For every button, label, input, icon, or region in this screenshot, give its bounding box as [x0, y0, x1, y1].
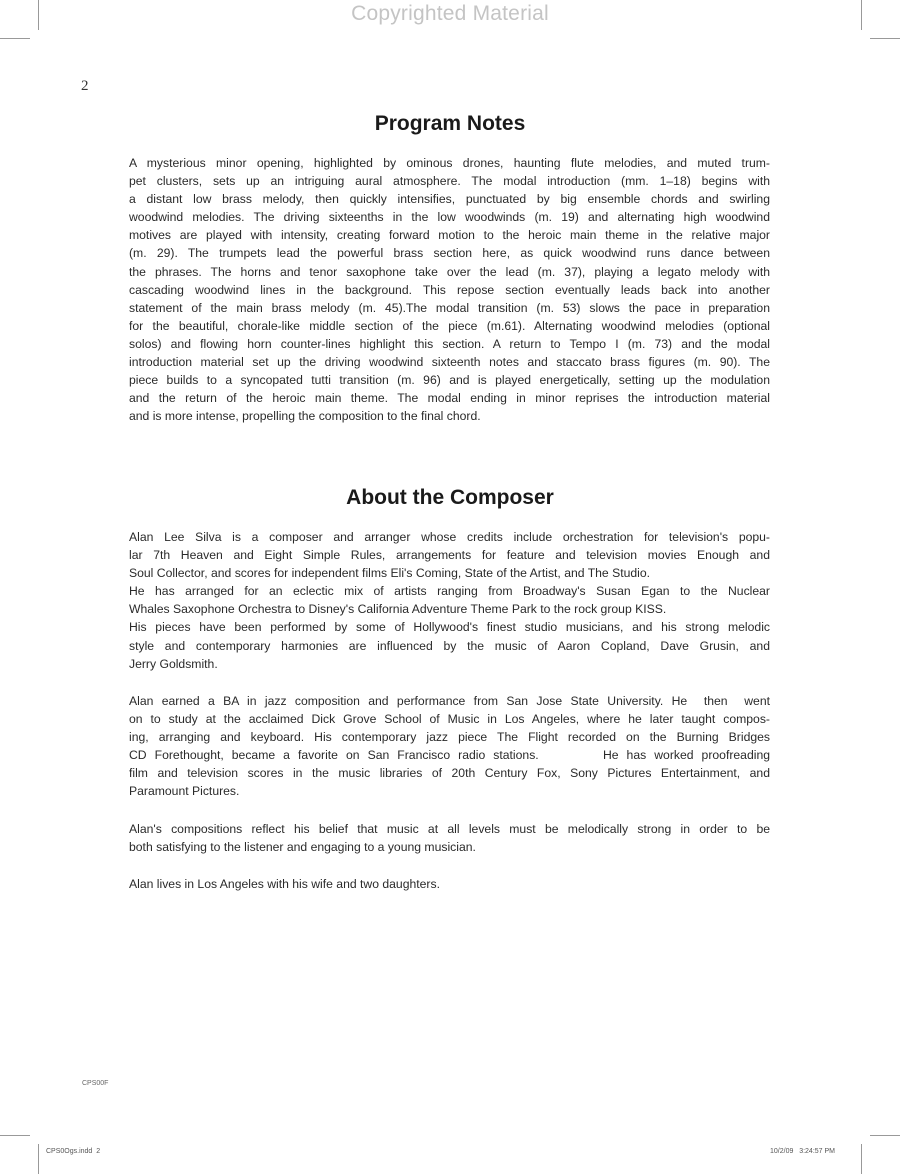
about-composer-title: About the Composer [346, 486, 554, 509]
crop-mark [861, 1144, 862, 1174]
text-line: film and television scores in the music libraries of 20th Century Fox, Sony Pictures Entertainment, and [129, 766, 770, 781]
text-line: Alan lives in Los Angeles with his wife and two daughters. [129, 877, 440, 891]
text-line: woodwind melodies. The driving sixteenths in the low woodwinds (m. 19) and alternating high woodwind [129, 210, 770, 225]
text-line: cascading woodwind lines in the background. This repose section eventually leads back into another [129, 282, 770, 297]
text-line: style and contemporary harmonies are influenced by the music of Aaron Copland, Dave Grusin, and [129, 638, 770, 653]
text-line: CD Forethought, became a favorite on San Francisco radio stations. He has worked proofreading [129, 748, 770, 763]
text-line: (m. 29). The trumpets lead the powerful brass section here, as quick woodwind runs dance between [129, 246, 770, 261]
text-line: piece builds to a syncopated tutti transition (m. 96) and is played energetically, setting up the modulation [129, 373, 770, 388]
crop-mark [38, 0, 39, 30]
text-line: Alan's compositions reflect his belief that music at all levels must be melodically strong in order to be [129, 822, 770, 836]
print-slug-date: 10/2/09 3:24:57 PM [770, 1148, 835, 1155]
text-line: and the return of the heroic main theme. The modal ending in minor reprises the introduction material [129, 391, 770, 406]
text-line: both satisfying to the listener and engaging to a young musician. [129, 840, 476, 855]
text-line: the phrases. The horns and tenor saxophone take over the lead (m. 37), playing a legato melody with [129, 264, 770, 279]
composer-paragraph-1 [129, 528, 770, 673]
text-line: Paramount Pictures. [129, 784, 240, 799]
text-line: Jerry Goldsmith. [129, 656, 218, 671]
composer-paragraph-4 [129, 875, 770, 893]
crop-mark [870, 38, 900, 39]
text-line: motives are played with intensity, creating forward motion to the heroic main theme in the relative major [129, 228, 770, 243]
program-notes-title: Program Notes [374, 112, 526, 135]
crop-mark [0, 1135, 30, 1136]
program-notes-text [129, 154, 770, 425]
text-line: He has arranged for an eclectic mix of artists ranging from Broadway's Susan Egan to the Nuclear [129, 584, 770, 599]
composer-paragraph-3 [129, 820, 770, 856]
copyright-watermark: Copyrighted Material [351, 2, 549, 25]
text-line: pet clusters, sets up an intriguing aural atmosphere. The modal introduction (mm. 1–18) begins with [129, 174, 770, 189]
text-line: ing, arranging and keyboard. His contemporary jazz piece The Flight recorded on the Burning Bridges [129, 730, 770, 745]
page-number: 2 [81, 78, 89, 94]
text-line: on to study at the acclaimed Dick Grove School of Music in Los Angeles, where he later taught compos- [129, 712, 770, 727]
text-line: introduction material set up the driving woodwind sixteenth notes and staccato brass figures (m. 90). The [129, 355, 770, 370]
text-line: statement of the main brass melody (m. 45).The modal transition (m. 53) slows the pace in preparation [129, 300, 770, 315]
print-slug-file: CPS0Ogs.indd 2 [46, 1148, 101, 1155]
crop-mark [870, 1135, 900, 1136]
text-line: Soul Collector, and scores for independent films Eli's Coming, State of the Artist, and The Studio. [129, 566, 651, 581]
crop-mark [861, 0, 862, 30]
text-line: for the beautiful, chorale-like middle section of the piece (m.61). Alternating woodwind melodies (optional [129, 318, 770, 333]
composer-paragraph-2 [129, 692, 770, 801]
text-line: Whales Saxophone Orchestra to Disney's California Adventure Theme Park to the rock group KISS. [129, 602, 667, 617]
text-line: a distant low brass melody, then quickly intensifies, punctuated by big ensemble chords and swirling [129, 192, 770, 207]
crop-mark [38, 1144, 39, 1174]
text-line: A mysterious minor opening, highlighted by ominous drones, haunting flute melodies, and muted trum- [129, 156, 770, 170]
text-line: lar 7th Heaven and Eight Simple Rules, arrangements for feature and television movies Enough and [129, 548, 770, 563]
footer-code: CPS00F [82, 1080, 109, 1087]
crop-mark [0, 38, 30, 39]
text-line: His pieces have been performed by some of Hollywood's finest studio musicians, and his strong melodic [129, 620, 770, 635]
text-line: Alan earned a BA in jazz composition and performance from San Jose State University. He then went [129, 694, 770, 708]
text-line: and is more intense, propelling the composition to the final chord. [129, 409, 481, 424]
text-line: Alan Lee Silva is a composer and arranger whose credits include orchestration for television's popu- [129, 530, 770, 544]
text-line: solos) and flowing horn counter-lines highlight this section. A return to Tempo I (m. 73) and the modal [129, 336, 770, 351]
